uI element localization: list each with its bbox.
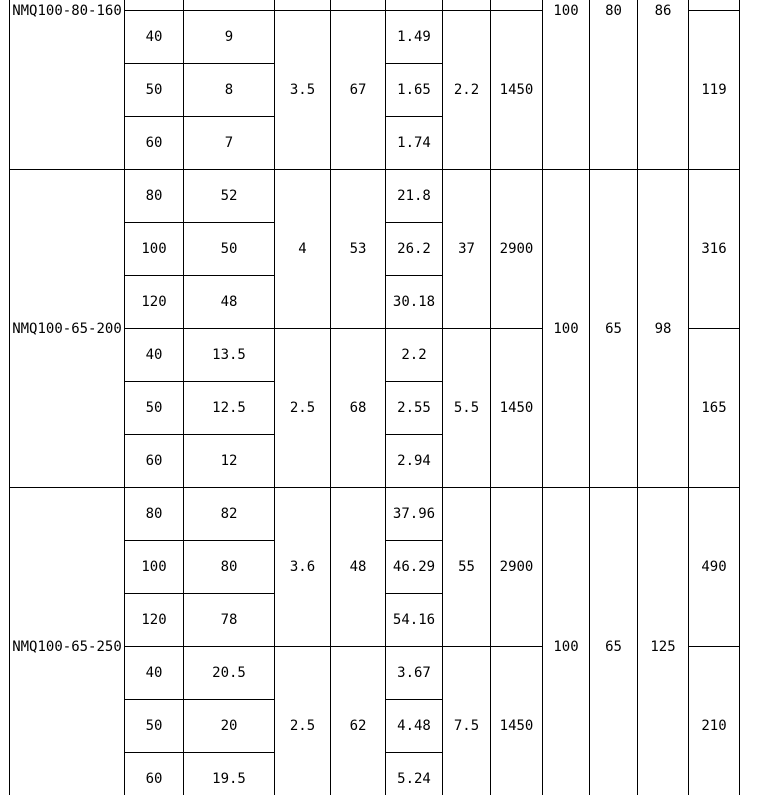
shaft-power-cell: 26.2 xyxy=(397,241,431,257)
grid-line xyxy=(688,646,740,647)
grid-line xyxy=(385,699,443,700)
efficiency-cell: 67 xyxy=(349,82,367,98)
flow-cell: 50 xyxy=(145,82,163,98)
head-cell: 20 xyxy=(220,718,238,734)
grid-line xyxy=(688,10,740,11)
grid-line xyxy=(274,0,275,795)
model-name: NMQ100-65-200 xyxy=(12,320,122,337)
npsh-cell: 4 xyxy=(298,241,307,257)
shaft-power-cell: 1.65 xyxy=(397,82,431,98)
motor-power-cell: 55 xyxy=(458,559,475,575)
shaft-power-cell: 1.74 xyxy=(397,135,431,151)
head-cell: 13.5 xyxy=(212,347,246,363)
grid-line xyxy=(385,540,443,541)
grid-line xyxy=(124,328,543,329)
npsh-cell: 2.5 xyxy=(289,718,316,734)
grid-line xyxy=(183,0,184,795)
flow-cell: 40 xyxy=(145,347,163,363)
impeller-diameter: 98 xyxy=(654,320,672,337)
shaft-power-cell: 37.96 xyxy=(392,506,436,522)
head-cell: 82 xyxy=(220,506,238,522)
weight-cell: 210 xyxy=(701,718,727,734)
efficiency-cell: 53 xyxy=(349,241,367,257)
flow-cell: 80 xyxy=(145,506,163,522)
motor-power-cell: 37 xyxy=(458,241,475,257)
head-cell: 8 xyxy=(224,82,234,98)
weight-cell: 165 xyxy=(701,400,727,416)
head-cell: 52 xyxy=(220,188,238,204)
impeller-diameter: 125 xyxy=(650,638,676,655)
flow-cell: 80 xyxy=(145,188,163,204)
outlet-diameter: 65 xyxy=(605,320,622,337)
flow-cell: 60 xyxy=(145,135,163,151)
speed-cell: 2900 xyxy=(499,241,534,257)
shaft-power-cell: 2.2 xyxy=(401,347,427,363)
weight-cell: 119 xyxy=(701,82,727,98)
grid-line xyxy=(124,275,275,276)
grid-line xyxy=(124,699,275,700)
npsh-cell: 3.5 xyxy=(289,82,316,98)
inlet-diameter: 100 xyxy=(553,638,579,655)
grid-line xyxy=(385,381,443,382)
head-cell: 9 xyxy=(224,29,234,45)
flow-cell: 100 xyxy=(141,241,167,257)
head-cell: 20.5 xyxy=(212,665,246,681)
grid-line xyxy=(124,0,125,795)
grid-line xyxy=(739,0,740,795)
flow-cell: 120 xyxy=(141,612,167,628)
shaft-power-cell: 46.29 xyxy=(392,559,436,575)
grid-line xyxy=(490,0,491,795)
grid-line xyxy=(124,646,543,647)
shaft-power-cell: 1.49 xyxy=(397,29,431,45)
shaft-power-cell: 5.24 xyxy=(397,771,431,787)
motor-power-cell: 7.5 xyxy=(453,718,480,734)
model-name: NMQ100-65-250 xyxy=(12,638,122,655)
head-cell: 48 xyxy=(220,294,238,310)
shaft-power-cell: 54.16 xyxy=(392,612,436,628)
npsh-cell: 3.6 xyxy=(289,559,316,575)
weight-cell: 316 xyxy=(701,241,727,257)
shaft-power-cell: 21.8 xyxy=(397,188,431,204)
impeller-diameter: 86 xyxy=(654,3,672,19)
head-cell: 78 xyxy=(220,612,238,628)
grid-line xyxy=(330,0,331,795)
grid-line xyxy=(385,116,443,117)
flow-cell: 50 xyxy=(145,718,163,734)
grid-line xyxy=(688,328,740,329)
head-cell: 19.5 xyxy=(212,771,246,787)
speed-cell: 2900 xyxy=(499,559,534,575)
grid-line xyxy=(274,10,386,11)
flow-cell: 60 xyxy=(145,771,163,787)
grid-line xyxy=(385,593,443,594)
speed-cell: 1450 xyxy=(499,82,534,98)
head-cell: 50 xyxy=(220,241,238,257)
shaft-power-cell: 3.67 xyxy=(397,665,431,681)
outlet-diameter: 65 xyxy=(605,638,622,655)
grid-line xyxy=(385,275,443,276)
shaft-power-cell: 4.48 xyxy=(397,718,431,734)
flow-cell: 50 xyxy=(145,400,163,416)
grid-line xyxy=(442,10,543,11)
grid-line xyxy=(124,381,275,382)
model-name: NMQ100-80-160 xyxy=(12,3,122,19)
inlet-diameter: 100 xyxy=(553,3,579,19)
shaft-power-cell: 2.55 xyxy=(397,400,431,416)
grid-line xyxy=(9,169,740,170)
grid-line xyxy=(688,0,689,795)
head-cell: 7 xyxy=(224,135,234,151)
weight-cell: 490 xyxy=(701,559,727,575)
grid-line xyxy=(124,222,275,223)
grid-line xyxy=(9,0,10,795)
grid-line xyxy=(124,10,275,11)
flow-cell: 60 xyxy=(145,453,163,469)
grid-line xyxy=(124,434,275,435)
grid-line xyxy=(385,0,386,795)
shaft-power-cell: 2.94 xyxy=(397,453,431,469)
grid-line xyxy=(124,593,275,594)
grid-line xyxy=(385,63,443,64)
flow-cell: 40 xyxy=(145,29,163,45)
npsh-cell: 2.5 xyxy=(289,400,316,416)
grid-line xyxy=(385,222,443,223)
efficiency-cell: 48 xyxy=(349,559,367,575)
grid-line xyxy=(385,434,443,435)
speed-cell: 1450 xyxy=(499,718,534,734)
efficiency-cell: 62 xyxy=(349,718,367,734)
inlet-diameter: 100 xyxy=(553,320,579,337)
speed-cell: 1450 xyxy=(499,400,534,416)
grid-line xyxy=(9,487,740,488)
flow-cell: 100 xyxy=(141,559,167,575)
head-cell: 80 xyxy=(220,559,238,575)
head-cell: 12 xyxy=(220,453,238,469)
grid-line xyxy=(124,116,275,117)
efficiency-cell: 68 xyxy=(349,400,367,416)
grid-line xyxy=(124,752,275,753)
grid-line xyxy=(124,63,275,64)
grid-line xyxy=(542,0,543,795)
outlet-diameter: 80 xyxy=(605,3,622,19)
grid-line xyxy=(442,0,443,795)
flow-cell: 40 xyxy=(145,665,163,681)
grid-line xyxy=(637,0,638,795)
motor-power-cell: 2.2 xyxy=(453,82,480,98)
grid-line xyxy=(385,752,443,753)
flow-cell: 120 xyxy=(141,294,167,310)
grid-line xyxy=(385,10,443,11)
grid-line xyxy=(589,0,590,795)
head-cell: 12.5 xyxy=(212,400,246,416)
motor-power-cell: 5.5 xyxy=(453,400,480,416)
shaft-power-cell: 30.18 xyxy=(392,294,436,310)
grid-line xyxy=(124,540,275,541)
